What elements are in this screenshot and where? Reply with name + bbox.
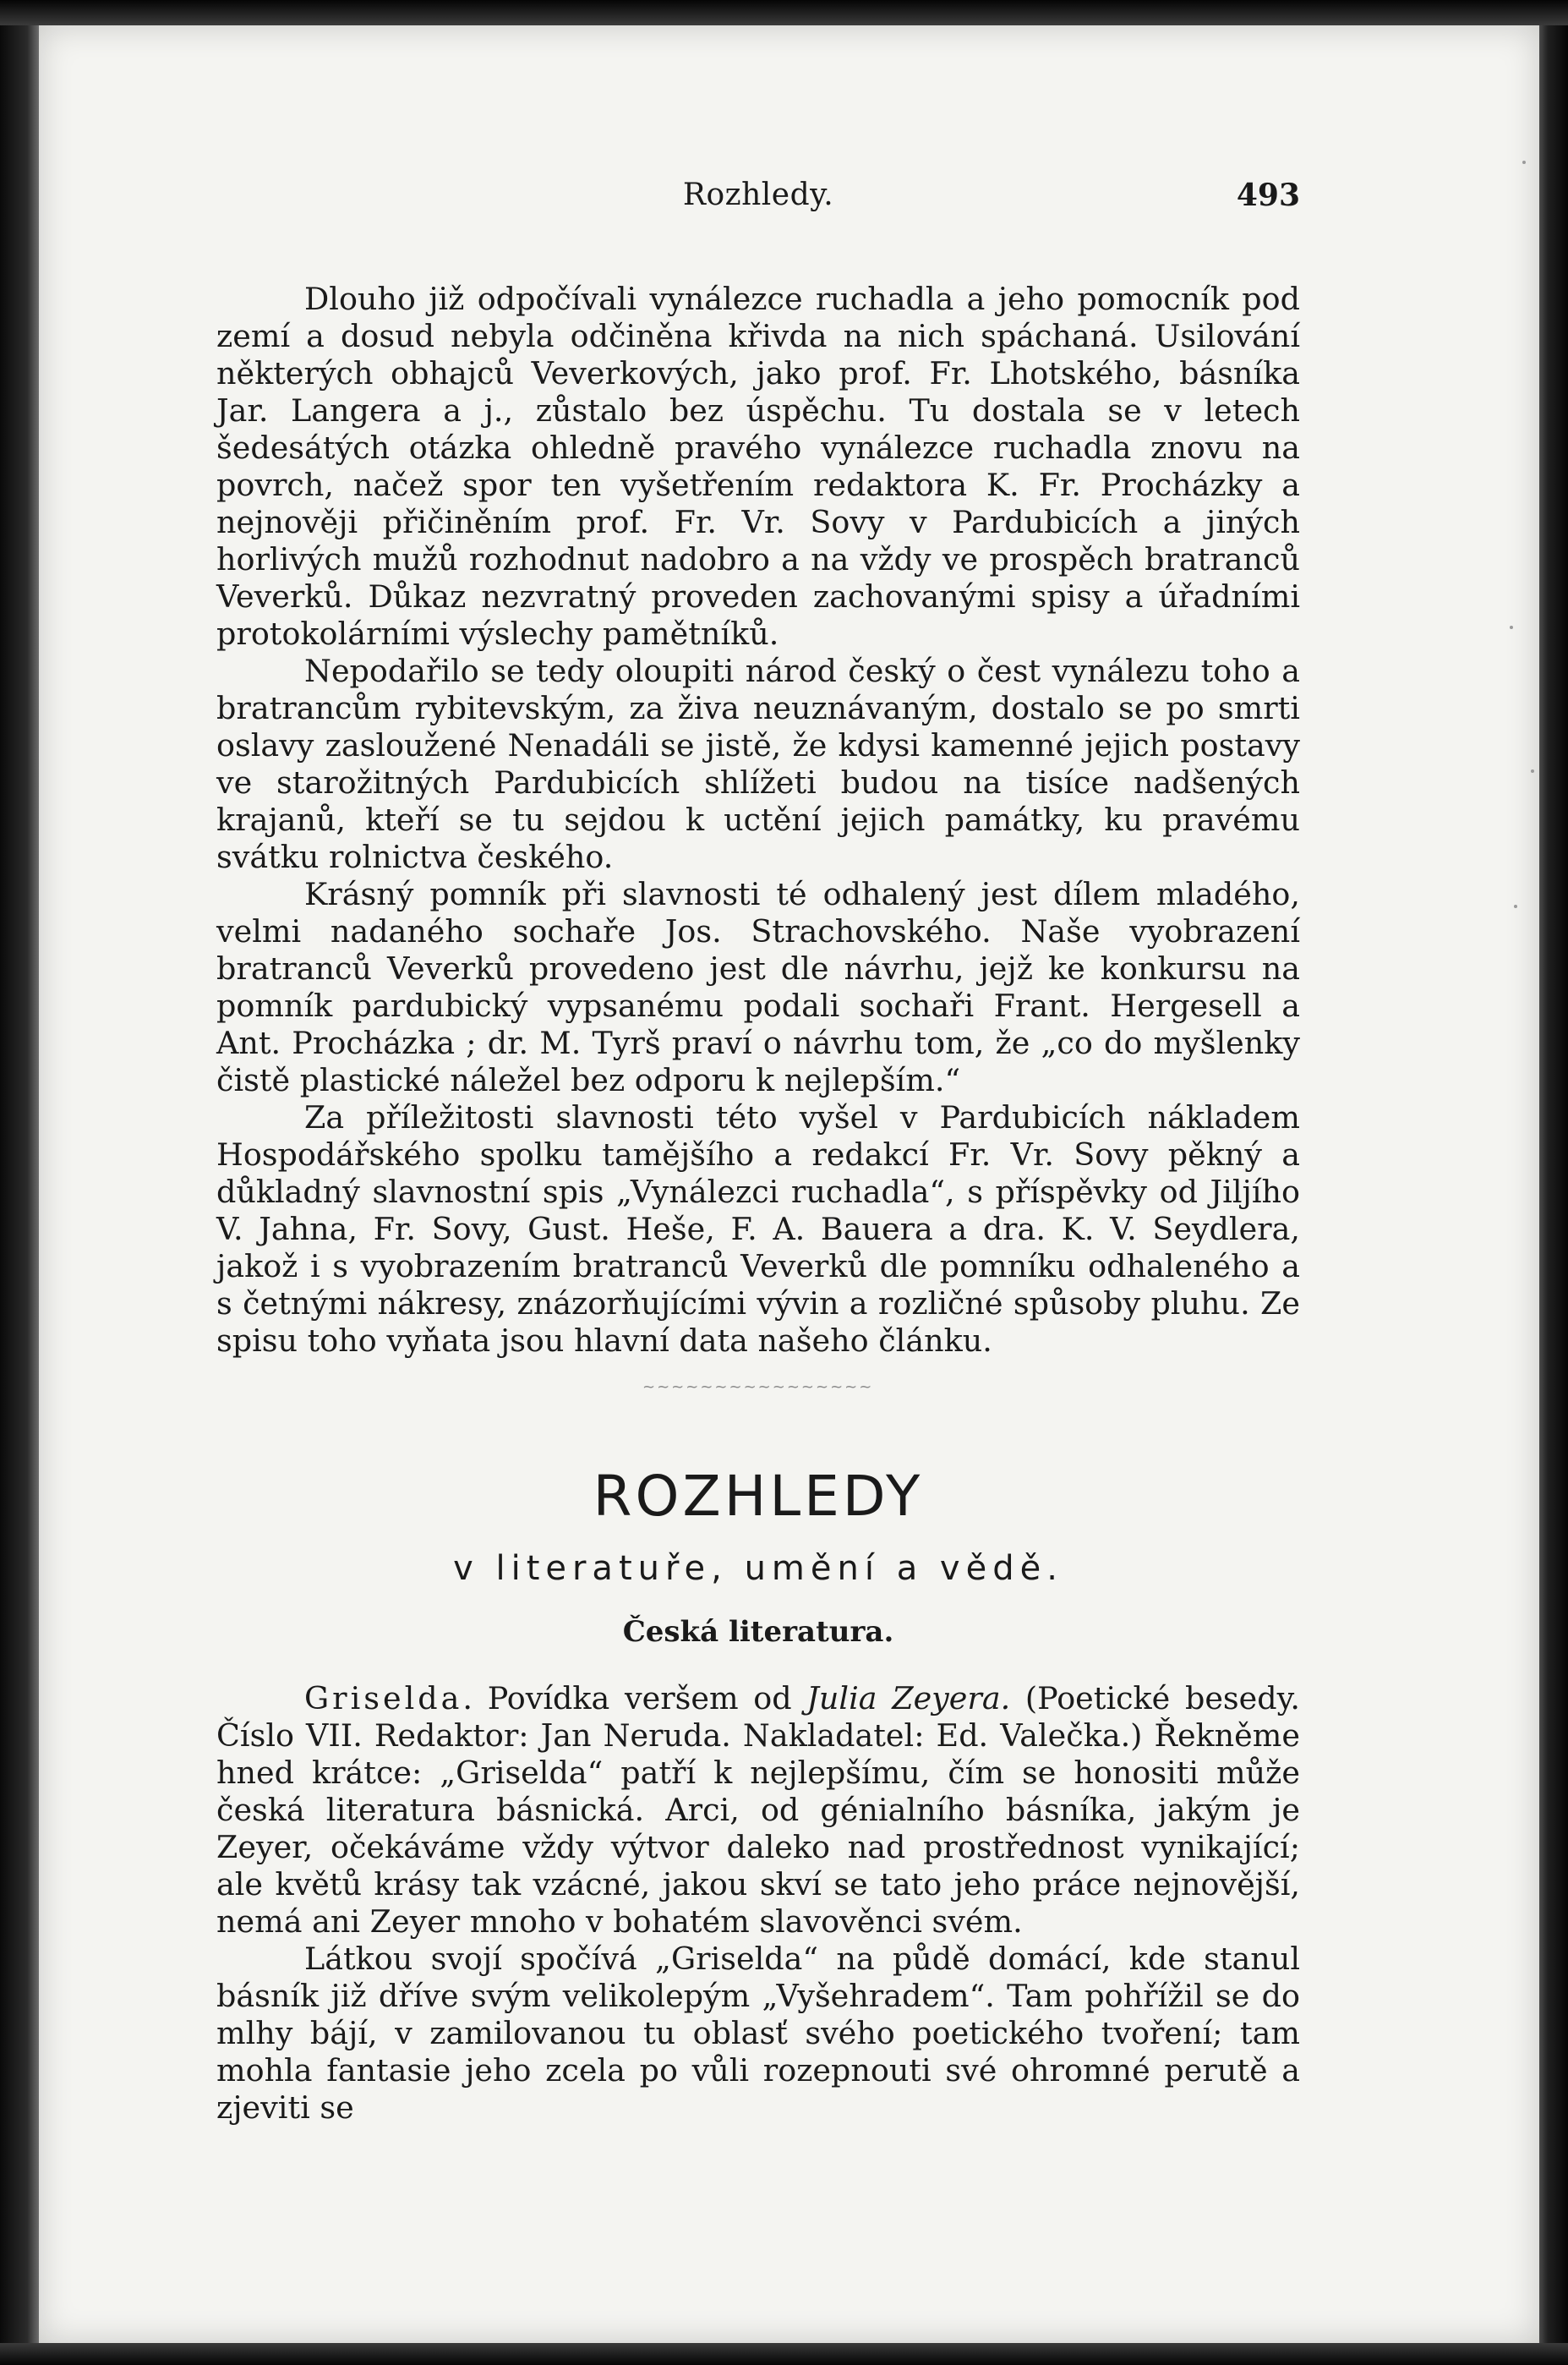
section-subtitle: v literatuře, umění a vědě. — [453, 1549, 1063, 1588]
scan-speck — [1510, 626, 1513, 629]
scan-border-top — [0, 0, 1568, 25]
review-lead-after: . Povídka veršem od — [462, 1680, 807, 1716]
scan-border-left — [0, 0, 39, 2365]
section-title: ROZHLEDY — [593, 1464, 924, 1529]
article-paragraph-3: Krásný pomník při slavnosti té odhalený jest dílem mladého, velmi nadaného sochaře Jos. Strachovského. Naše vyobrazení bratranců Veverků provedeno jest dle návrhu, jejž ke konkursu na pomník pardubický vypsanému podali sochaři Frant. Hergesell a Ant. Procházka ; dr. M. Tyrš praví o návrhu tom, že „co do myšlenky čistě plastické náležel bez odporu k nejlepším.“ — [216, 876, 1300, 1098]
scan-speck — [1522, 161, 1526, 164]
scan-speck — [1514, 905, 1517, 908]
running-head: Rozhledy. — [682, 178, 834, 212]
article-paragraph-1: Dlouho již odpočívali vynálezce ruchadla a jeho pomocník pod zemí a dosud nebyla odčiněna křivda na nich spáchaná. Usilování některých obhajců Veverkových, jako prof. Fr. Lhotského, básníka Jar. Langera a j., zůstalo bez úspěchu. Tu dostala se v letech šedesátých otázka ohledně pravého vynálezce ruchadla znovu na povrch, načež spor ten vyšetřením redaktora K. Fr. Procházky a nejnověji přičiněním prof. Fr. Vr. Sovy v Pardubicích a jiných horlivých mužů rozhodnut nadobro a na vždy ve prospěch bratranců Veverků. Důkaz nezvratný proveden zachovanými spisy a úřadními protokolárními výslechy pamětníků. — [216, 281, 1300, 652]
page-number: 493 — [1236, 178, 1300, 213]
review-lead-word: Griselda — [304, 1680, 463, 1716]
review-paragraph-1-rest: (Poetické besedy. Číslo VII. Redaktor: Jan Neruda. Nakladatel: Ed. Valečka.) Řekněme hned krátce: „Griselda“ patří k nejlepšímu, čím se honositi může česká literatura básnická. Arci, od génialního básníka, jakým je Zeyer, očekáváme vždy výtvor daleko nad prostřednost vynikající; ale květů krásy tak vzácné, jakou skví se tato jeho práce nejnovější, nemá ani Zeyer mnoho v bohatém slavověnci svém. — [216, 1680, 1300, 1940]
scan-border-right — [1539, 0, 1568, 2365]
subsection-title: Česká literatura. — [622, 1615, 894, 1649]
page-header — [216, 178, 1300, 228]
review-paragraph-1 — [216, 1680, 1300, 1941]
article-paragraph-4: Za příležitosti slavnosti této vyšel v Pardubicích nákladem Hospodářského spolku tamějšího a redakcí Fr. Vr. Sovy pěkný a důkladný slavnostní spis „Vynálezci ruchadla“, s příspěvky od Jiljího V. Jahna, Fr. Sovy, Gust. Heše, F. A. Bauera a dra. K. V. Seydlera, jakož i s vyobrazením bratranců Veverků dle pomníku odhaleného a s četnými nákresy, znázorňujícími vývin a rozličné spůsoby pluhu. Ze spisu toho vyňata jsou hlavní data našeho článku. — [216, 1099, 1300, 1359]
review-author: Julia Zeyera. — [806, 1680, 1011, 1716]
section-ornament: ~~~~~~~~~~~~~~~~ — [642, 1378, 874, 1396]
review-body — [216, 1680, 1300, 2127]
article-paragraph-2: Nepodařilo se tedy oloupiti národ český o čest vynálezu toho a bratrancům rybitevským, za živa neuznávaným, dostalo se po smrti oslavy zasloužené Nenadáli se jistě, že kdysi kamenné jejich postavy ve starožitných Pardubicích shlížeti budou na tisíce nadšených krajanů, kteří se tu sejdou k uctění jejich památky, ku pravému svátku rolnictva českého. — [216, 653, 1300, 875]
scan-speck — [1531, 769, 1534, 773]
article-body — [216, 281, 1300, 1360]
scan-border-bottom — [0, 2343, 1568, 2365]
review-paragraph-2: Látkou svojí spočívá „Griselda“ na půdě domácí, kde stanul básník již dříve svým velikolepým „Vyšehradem“. Tam pohřížil se do mlhy bájí, v zamilovanou tu oblasť svého poetického tvoření; tam mohla fantasie jeho zcela po vůli rozepnouti své ohromné perutě a zjeviti se — [216, 1941, 1300, 2126]
